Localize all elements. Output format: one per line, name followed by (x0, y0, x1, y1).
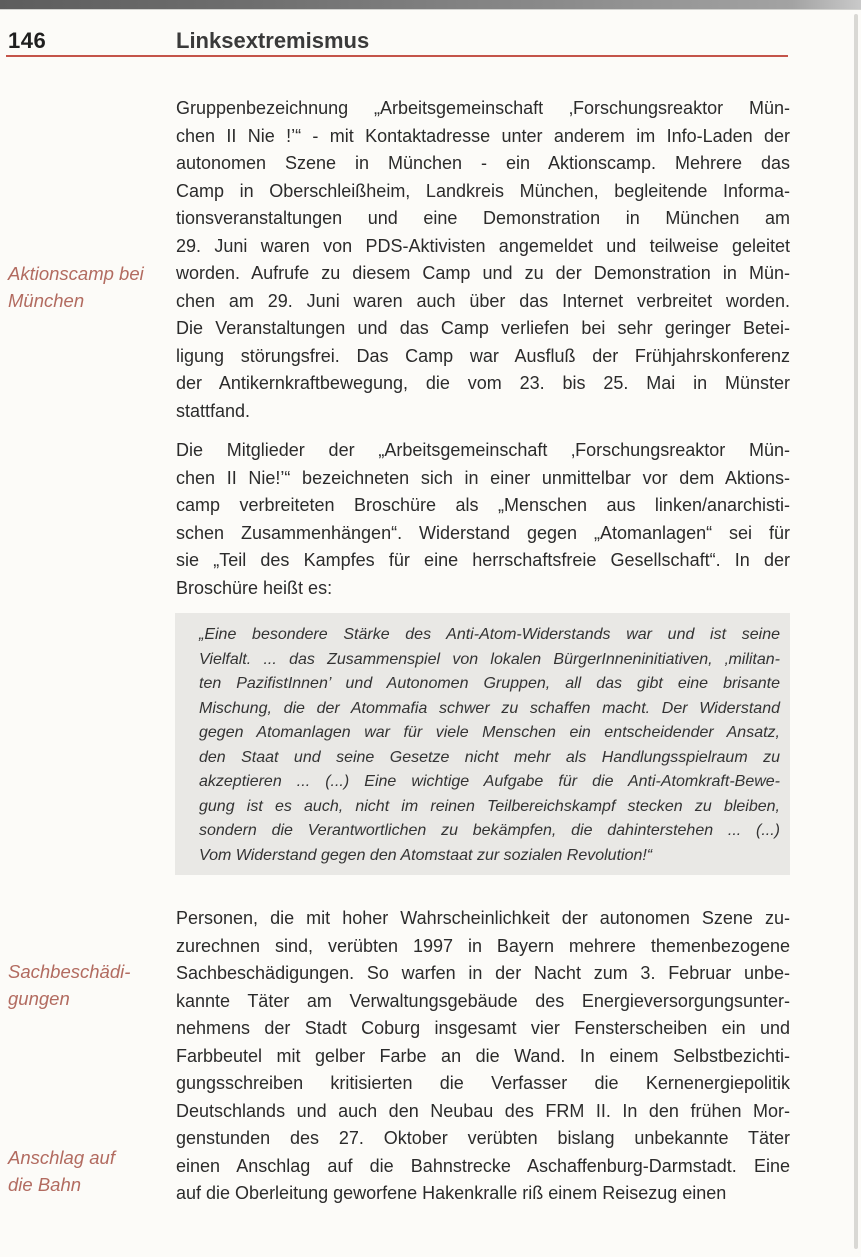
text-line: gung ist es auch, nicht im reinen Teilbereichskampf stecken zu bleiben, (199, 797, 780, 815)
scan-edge-top (0, 0, 861, 10)
text-line: Camp in Oberschleißheim, Landkreis München, begleitende Informa- (176, 180, 790, 201)
page-edge-shadow (854, 14, 858, 1249)
margin-note-aktionscamp (8, 260, 170, 314)
text-line: gungen (8, 988, 70, 1009)
text-line: schen Zusammenhängen“. Widerstand gegen „Atomanlagen“ sei für (176, 522, 790, 543)
text-line: camp verbreiteten Broschüre als „Menschen aus linken/anarchisti- (176, 495, 790, 515)
text-line: chen II Nie !’“ - mit Kontaktadresse unter anderem im Info-Laden der (176, 125, 790, 146)
text-line: akzeptieren ... (...) Eine wichtige Aufgabe für die Anti-Atomkraft-Bewe- (199, 773, 780, 790)
text-line: München (8, 290, 85, 311)
text-line: Vielfalt. ... das Zusammenspiel von lokalen BürgerInneninitiativen, ‚militan- (199, 650, 780, 668)
text-line: ligung störungsfrei. Das Camp war Ausfluß der Frühjahrskonferenz (176, 345, 790, 366)
text-line: Die Veranstaltungen und das Camp verliefen bei sehr geringer Betei- (176, 318, 790, 338)
text-line: gungsschreiben kritisierten die Verfasser die Kernenergiepolitik (176, 1073, 790, 1093)
text-line: Farbbeutel mit gelber Farbe an die Wand. In einem Selbstbezichti- (176, 1045, 790, 1066)
text-line: sie „Teil des Kampfes für eine herrschaftsfreie Gesellschaft“. In der (176, 550, 790, 570)
text-line: Mischung, die der Atommafia schwer zu schaffen macht. Der Widerstand (199, 699, 780, 717)
text-line: Aktionscamp bei (8, 263, 144, 284)
text-line: Anschlag auf (8, 1147, 115, 1168)
paragraph-broschuere (176, 437, 790, 602)
text-line: chen am 29. Juni waren auch über das Internet verbreitet worden. (176, 290, 790, 311)
text-line: Personen, die mit hoher Wahrscheinlichkeit der autonomen Szene zu- (176, 908, 790, 928)
text-line: auf die Oberleitung geworfene Hakenkralle riß einem Reisezug einen (176, 1183, 727, 1203)
text-line: gegen Atomanlagen war für viele Menschen ein entscheidender Ansatz, (199, 724, 780, 741)
text-line: autonomen Szene in München - ein Aktionscamp. Mehrere das (176, 153, 790, 173)
text-line: nehmens der Stadt Coburg insgesamt vier Fensterscheiben ein und (176, 1018, 790, 1038)
text-line: chen II Nie!’“ bezeichneten sich in einer unmittelbar vor dem Aktions- (176, 467, 790, 488)
text-line: zurechnen sind, verübten 1997 in Bayern mehrere themenbezogene (176, 935, 790, 956)
text-line: stattfand. (176, 400, 251, 421)
text-line: den Staat und seine Gesetze nicht mehr als Handlungsspielraum zu (199, 748, 780, 766)
margin-note-anschlag (8, 1144, 170, 1198)
text-line: Sachbeschädi- (8, 961, 131, 982)
text-line: „Eine besondere Stärke des Anti-Atom-Widerstands war und ist seine (199, 626, 780, 643)
header-rule (6, 55, 788, 57)
page-number: 146 (8, 28, 47, 53)
text-line: kannte Täter am Verwaltungsgebäude des Energieversorgungsunter- (176, 990, 790, 1011)
text-line: Deutschlands und auch den Neubau des FRM II. In den frühen Mor- (176, 1100, 790, 1121)
paragraph-aktionscamp (176, 95, 790, 425)
text-line: Die Mitglieder der „Arbeitsgemeinschaft ‚Forschungsreaktor Mün- (176, 440, 790, 460)
text-line: Gruppenbezeichnung „Arbeitsgemeinschaft ‚Forschungsreaktor Mün- (176, 98, 790, 118)
text-line: Vom Widerstand gegen den Atomstaat zur sozialen Revolution!“ (199, 846, 653, 864)
margin-note-sachbeschaedigungen (8, 958, 170, 1012)
text-line: sondern die Verantwortlichen zu bekämpfen, die dahinterstehen ... (...) (199, 822, 780, 839)
paragraph-sachbeschaedigungen (176, 905, 790, 1208)
text-line: die Bahn (8, 1174, 82, 1195)
quote-block (175, 613, 790, 875)
text-line: der Antikernkraftbewegung, die vom 23. bis 25. Mai in Münster (176, 373, 790, 393)
text-line: tionsveranstaltungen und eine Demonstration in München am (176, 208, 790, 228)
chapter-title: Linksextremismus (176, 28, 370, 53)
text-line: genstunden des 27. Oktober verübten bislang unbekannte Täter (176, 1128, 790, 1148)
text-line: 29. Juni waren von PDS-Aktivisten angemeldet und teilweise geleitet (176, 235, 790, 256)
text-line: Broschüre heißt es: (176, 577, 333, 598)
text-line: Sachbeschädigungen. So warfen in der Nacht zum 3. Februar unbe- (176, 963, 790, 983)
body-column (176, 95, 790, 1208)
text-line: worden. Aufrufe zu diesem Camp und zu der Demonstration in Mün- (176, 263, 790, 283)
text-line: ten PazifistInnen’ und Autonomen Gruppen, all das gibt eine brisante (199, 675, 780, 692)
text-line: einen Anschlag auf die Bahnstrecke Aschaffenburg-Darmstadt. Eine (176, 1155, 790, 1176)
